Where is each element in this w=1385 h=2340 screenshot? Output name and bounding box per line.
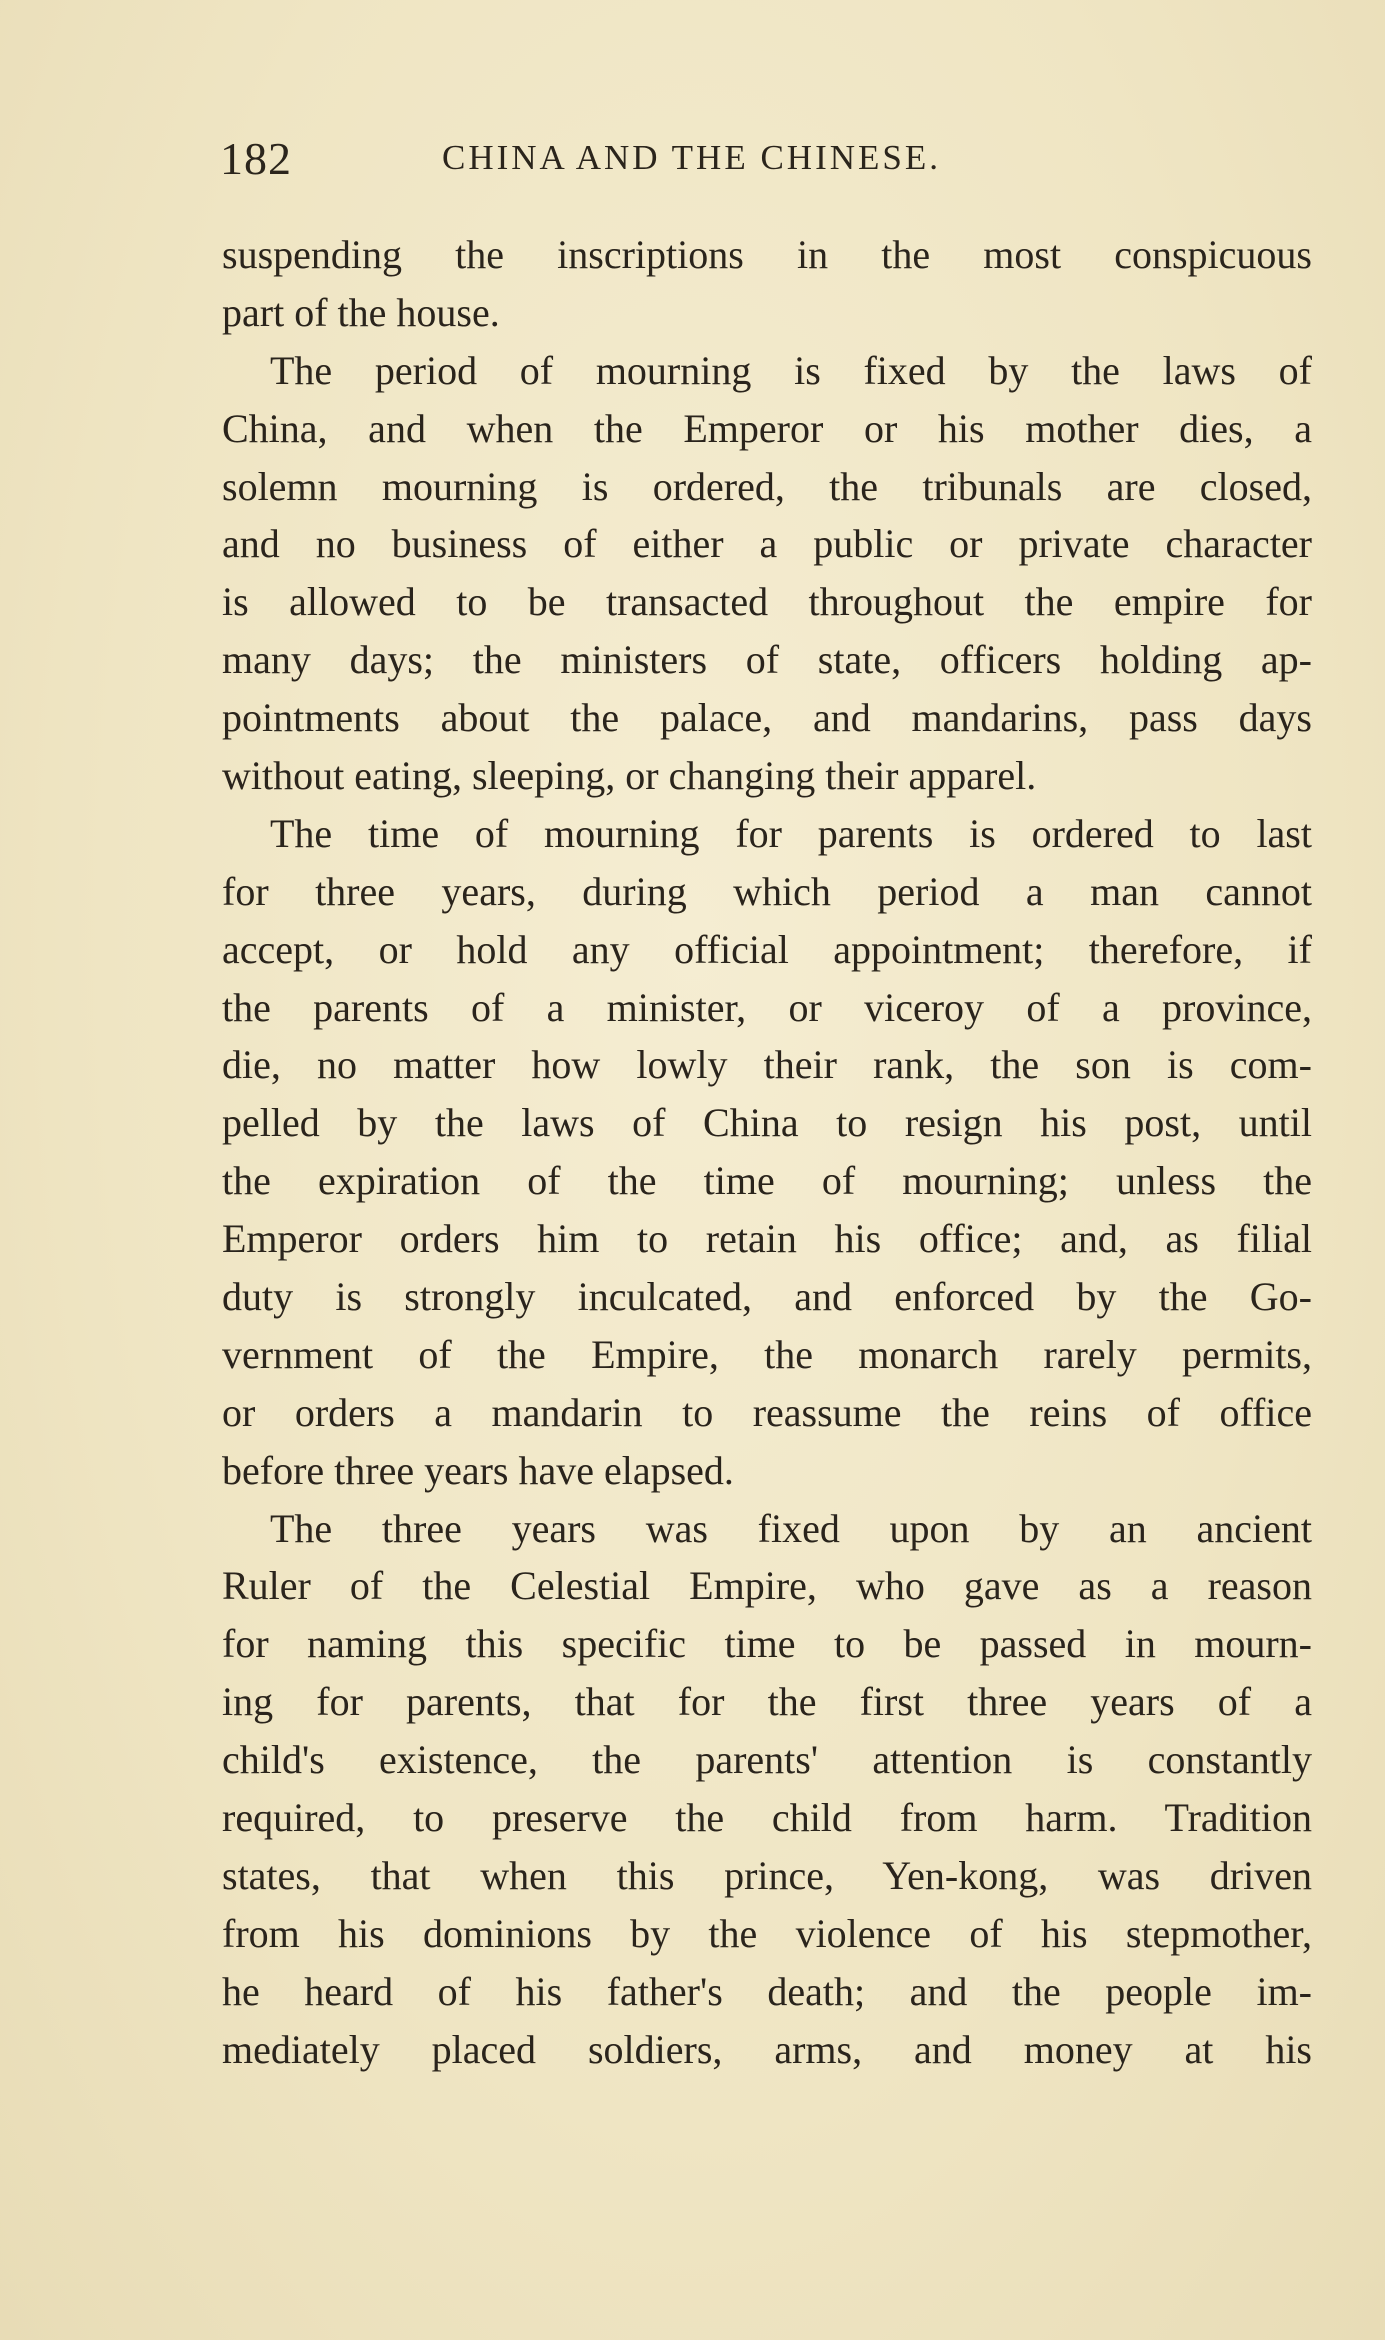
text-line: mediately placed soldiers, arms, and money at his <box>222 2026 1312 2072</box>
text-line: the parents of a minister, or viceroy of a province, <box>222 984 1312 1030</box>
text-line: solemn mourning is ordered, the tribunals are closed, <box>222 463 1312 509</box>
text-line: the expiration of the time of mourning; unless the <box>222 1158 1312 1204</box>
text-line: pointments about the palace, and mandarins, pass days <box>222 695 1312 741</box>
text-line: The period of mourning is fixed by the laws of <box>270 347 1312 393</box>
page-number: 182 <box>220 132 292 184</box>
text-line: suspending the inscriptions in the most conspicuous <box>222 232 1312 277</box>
text-line: pelled by the laws of China to resign his post, until <box>222 1100 1312 1146</box>
text-line: many days; the ministers of state, officers holding ap- <box>222 637 1312 683</box>
text-line: states, that when this prince, Yen-kong, was driven <box>222 1852 1312 1898</box>
text-line: Ruler of the Celestial Empire, who gave as a reason <box>222 1563 1312 1609</box>
text-line: for naming this specific time to be passed in mourn- <box>222 1621 1312 1667</box>
text-line: before three years have elapsed. <box>222 1447 734 1493</box>
text-line: for three years, during which period a man cannot <box>222 868 1312 914</box>
text-line: The three years was fixed upon by an ancient <box>270 1505 1312 1551</box>
text-line: child's existence, the parents' attention is constantly <box>222 1737 1312 1783</box>
text-line: China, and when the Emperor or his mother dies, a <box>222 405 1312 451</box>
text-line: he heard of his father's death; and the people im- <box>222 1968 1312 2014</box>
text-line: accept, or hold any official appointment; therefore, if <box>222 926 1312 972</box>
page-header <box>220 128 1310 188</box>
text-line: vernment of the Empire, the monarch rarely permits, <box>222 1331 1312 1377</box>
text-line: ing for parents, that for the first three years of a <box>222 1679 1312 1725</box>
text-line: The time of mourning for parents is ordered to last <box>270 810 1312 856</box>
text-line: part of the house. <box>222 289 500 335</box>
running-head: CHINA AND THE CHINESE. <box>442 138 941 177</box>
text-line: without eating, sleeping, or changing their apparel. <box>222 753 1037 799</box>
text-line: and no business of either a public or private character <box>222 521 1312 567</box>
text-line: is allowed to be transacted throughout the empire for <box>222 579 1312 625</box>
text-line: or orders a mandarin to reassume the reins of office <box>222 1389 1312 1435</box>
text-line: Emperor orders him to retain his office; and, as filial <box>222 1216 1312 1262</box>
body-text <box>222 226 1312 2079</box>
text-line: die, no matter how lowly their rank, the son is com- <box>222 1042 1312 1088</box>
text-line: required, to preserve the child from harm. Tradition <box>222 1795 1312 1841</box>
text-line: duty is strongly inculcated, and enforced by the Go- <box>222 1274 1312 1320</box>
text-line: from his dominions by the violence of his stepmother, <box>222 1910 1312 1956</box>
